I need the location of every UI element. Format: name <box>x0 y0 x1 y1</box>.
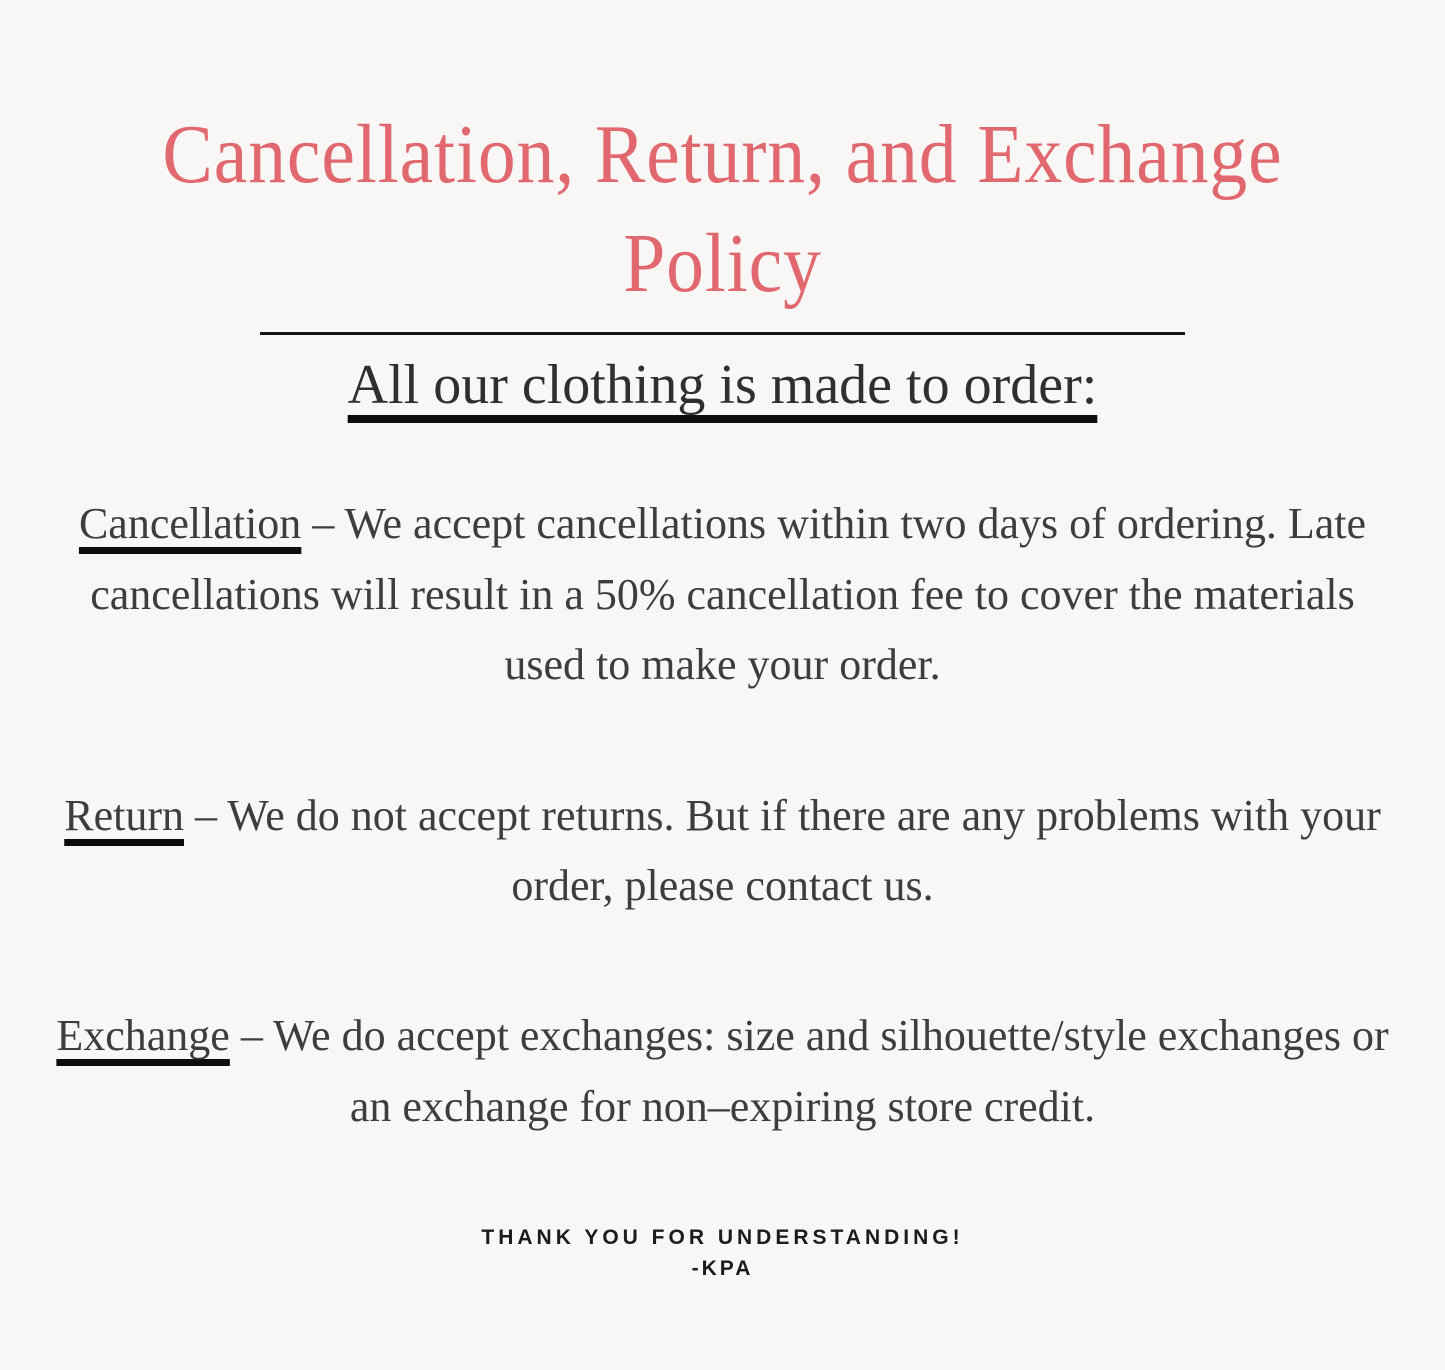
policy-section-exchange <box>55 1001 1390 1142</box>
exchange-text: – We do accept exchanges: size and silhouette/style exchanges or an exchange for non–expiring store credit. <box>229 1011 1389 1131</box>
exchange-lead: Exchange <box>56 1011 230 1061</box>
policy-title <box>72 100 1373 318</box>
policy-title-line1: Cancellation, Return, and Exchange <box>162 108 1283 201</box>
title-divider <box>260 332 1185 335</box>
policy-title-line2: Policy <box>623 217 822 311</box>
policy-sections <box>0 489 1445 1142</box>
return-text: – We do not accept returns. But if there are any problems with your order, please contact us. <box>184 790 1381 910</box>
footer-signature: -KPA <box>691 1257 754 1281</box>
policy-section-cancellation <box>55 489 1390 700</box>
cancellation-lead: Cancellation <box>78 499 302 549</box>
policy-subtitle: All our clothing is made to order: <box>347 354 1098 417</box>
policy-section-return <box>55 781 1390 922</box>
footer-thanks-text: THANK YOU FOR UNDERSTANDING! <box>481 1226 964 1250</box>
return-lead: Return <box>64 790 184 840</box>
poster-footer <box>0 1226 1445 1281</box>
cancellation-text: – We accept cancellations within two days of ordering. Late cancellations will result in a 50% cancellation fee to cover the materials used to make your order. <box>90 499 1367 690</box>
